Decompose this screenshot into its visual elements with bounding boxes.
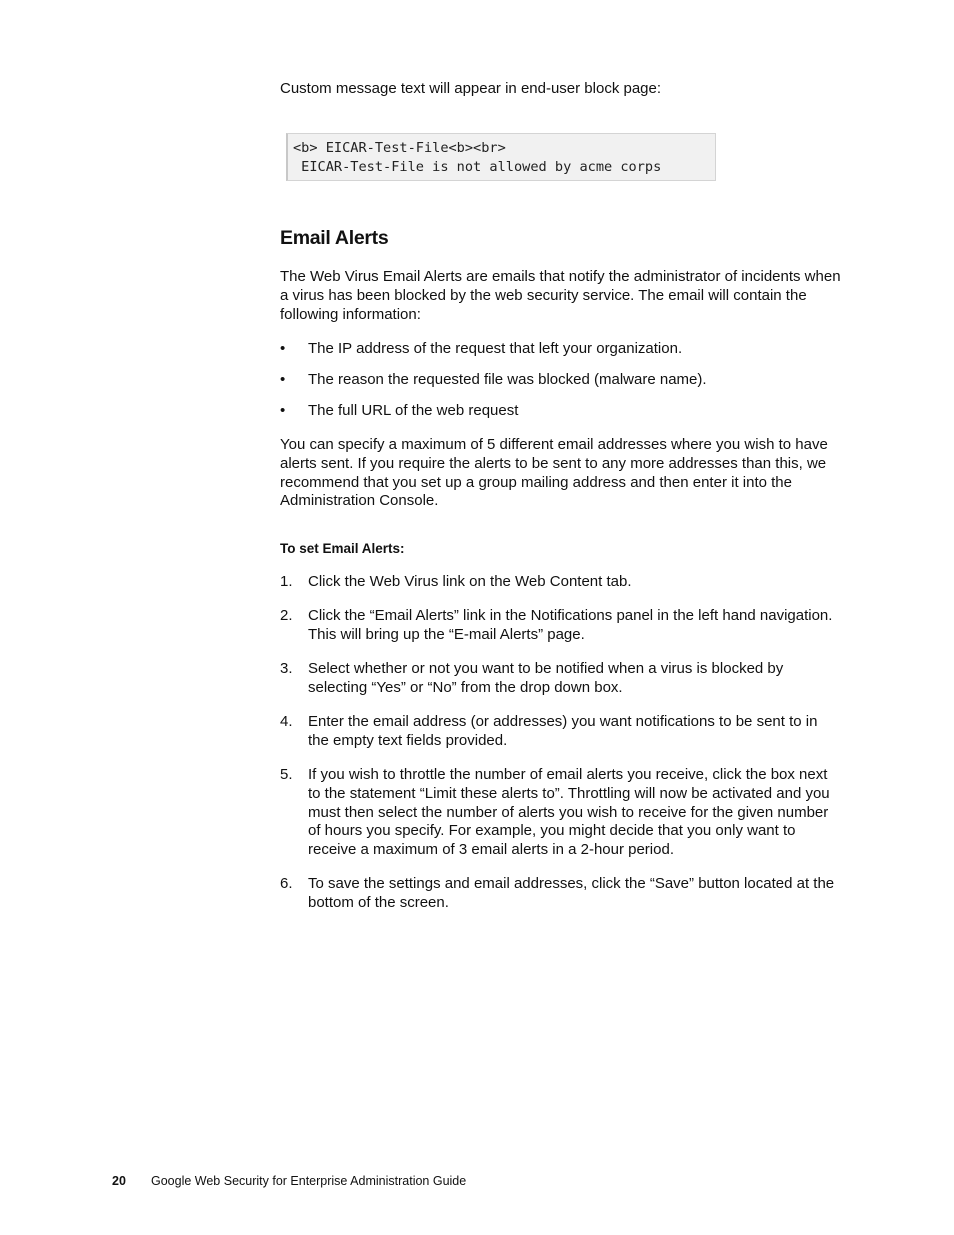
step-number: 6. — [280, 875, 293, 892]
step-number: 1. — [280, 573, 293, 590]
bullet-item — [280, 340, 842, 359]
step-number: 5. — [280, 766, 293, 783]
bullet-text: The full URL of the web request — [308, 402, 519, 419]
bullet-marker: • — [280, 340, 286, 357]
section-heading: Email Alerts — [280, 227, 389, 249]
page-footer — [112, 1173, 466, 1189]
bullet-marker: • — [280, 371, 286, 388]
bullet-marker: • — [280, 402, 286, 419]
step-text: Select whether or not you want to be notified when a virus is blocked by selecting “Yes” or “No” from the drop down box. — [308, 660, 784, 696]
step-item — [280, 607, 842, 645]
code-line-1: <b> EICAR-Test-File<b><br> — [293, 140, 506, 156]
procedure-heading: To set Email Alerts: — [280, 541, 405, 556]
bullet-text: The reason the requested file was blocked (malware name). — [308, 371, 707, 388]
step-item — [280, 766, 842, 860]
step-text: To save the settings and email addresses, click the “Save” button located at the bottom of the screen. — [308, 875, 835, 911]
bullet-text: The IP address of the request that left your organization. — [308, 340, 683, 357]
step-number: 2. — [280, 607, 293, 624]
step-text: Click the Web Virus link on the Web Content tab. — [308, 573, 632, 590]
step-number: 3. — [280, 660, 293, 677]
code-sample-box — [286, 133, 716, 181]
step-text: Enter the email address (or addresses) you want notifications to be sent to in the empty text fields provided. — [308, 713, 818, 749]
guide-title: Google Web Security for Enterprise Administration Guide — [151, 1174, 467, 1188]
intro-text: Custom message text will appear in end-user block page: — [280, 80, 662, 97]
page-number: 20 — [112, 1174, 126, 1188]
intro-paragraph: The Web Virus Email Alerts are emails that notify the administrator of incidents when a virus has been blocked by the web security service. The email will contain the following information: — [280, 268, 841, 323]
addresses-paragraph: You can specify a maximum of 5 different email addresses where you wish to have alerts sent. If you require the alerts to be sent to any more addresses than this, we recommend that you set up a group mailing address and then enter it into the Administration Console. — [280, 436, 828, 510]
step-number: 4. — [280, 713, 293, 730]
bullet-item — [280, 371, 842, 390]
code-line-2: EICAR-Test-File is not allowed by acme corps — [293, 159, 662, 175]
step-text: Click the “Email Alerts” link in the Notifications panel in the left hand navigation. This will bring up the “E-mail Alerts” page. — [308, 607, 833, 643]
step-item — [280, 573, 842, 592]
bullet-item — [280, 402, 842, 421]
step-item — [280, 713, 842, 751]
step-item — [280, 875, 842, 913]
step-text: If you wish to throttle the number of email alerts you receive, click the box next to the statement “Limit these alerts to”. Throttling will now be activated and you must then select the number of alerts you wish to receive for the given number of hours you specify. For example, you might decide that you only want to receive a maximum of 3 email alerts in a 2-hour period. — [308, 766, 830, 859]
step-item — [280, 660, 842, 698]
